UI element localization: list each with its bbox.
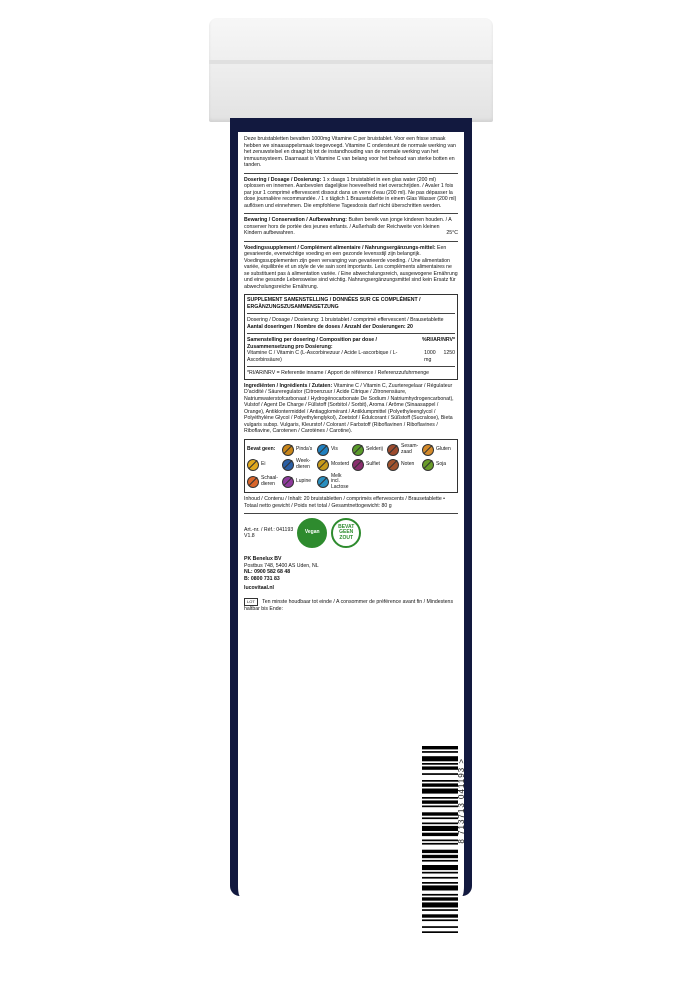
barcode-bar [422, 897, 458, 900]
supplement-section [244, 245, 458, 291]
dosage-title: Dosering / Dosage / Dosierung: [244, 176, 322, 183]
allergen-label: Noten [401, 460, 415, 467]
barcode-bar [422, 877, 458, 879]
composition-vitc: Vitamine C / Vitamin C (L-Ascorbinezuur / Acide L-ascorbique / L-Ascorbinsäure) [247, 350, 398, 363]
barcode-digits: 8 713713 041193 > [457, 758, 466, 844]
barcode-bar [422, 914, 458, 917]
allergen-item [317, 459, 350, 471]
composition-vitc-amount: 1000 mg [424, 350, 436, 363]
logos-row [244, 518, 458, 548]
barcode-bar [422, 926, 458, 928]
allergen-icon [387, 444, 399, 456]
composition-count: Aantal doseringen / Nombre de doses / Anzahl der Dosierungen: 20 [247, 323, 413, 330]
allergens-box [244, 439, 458, 494]
phone-b: B: 0800 731 83 [244, 575, 280, 582]
article-number: Art.-nr. / Réf.: 041193 [244, 526, 294, 533]
expiry-text: Ten minste houdbaar tot einde / A consommer de préférence avant fin / Mindestens haltbar bis Ende: [244, 598, 454, 612]
allergen-item [247, 474, 280, 491]
lot-label: LOT [244, 598, 258, 607]
composition-dosage: Dosering / Dosage / Dosierung: 1 bruistablet / comprimé effervescent / Brausetablette [247, 317, 444, 323]
allergen-icon [352, 459, 364, 471]
composition-vitc-ri: 1250 [443, 350, 455, 356]
allergen-label: Lupine [296, 478, 312, 484]
composition-header-row [247, 337, 455, 350]
bottle-cap [209, 18, 493, 122]
allergen-icon [387, 459, 399, 471]
allergen-icon [247, 476, 259, 488]
allergen-grid [247, 444, 455, 491]
tube-label [230, 118, 472, 896]
supplement-text: Een gevarieerde, evenwichtige voeding en een gezonde levensstijl zijn belangrijk. Voedingssupplementen zijn geen vervanging van gevarieerde voeding. / Une alimentation variée, équilibrée et un style de vie sain sont importants. Les compléments alimentaires ne se substituent pas à alimentation variée. / Eine abwechslungsreich, ausgewogene Ernährung und eine gesunde Lebensweise sind wichtig. Nahrungsergänzungsmittel sind kein Ersatz für abwechslungsreiche Ernährung. [244, 244, 458, 290]
allergen-item [317, 444, 350, 456]
company-address: Postbus 748, 5400 AS Uden, NL [244, 562, 319, 569]
contents-text: Inhoud / Contenu / Inhalt: 20 bruistabletten / comprimés effervescents / Brausetablette • Totaal netto gewicht / Poids net total / Gesamtnettogewicht: 80 g [244, 496, 445, 509]
composition-vitc-row [247, 350, 455, 363]
label-content [244, 136, 458, 613]
dosage-text: 1 x daags 1 bruistablet in een glas water (200 ml) oplossen en innemen. Aanbevolen dagelijkse hoeveelheid niet overschrijden. / Avaler 1 fois par jour 1 comprimé effervescent dissout dans un verre d'eau (200 ml). Ne pas dépasser la dose journalière recommandée. / 1 x täglich 1 Brausetablette in einem Glas Wasser (200 ml) auflösen und einnehmen. Die empfohlene Tagesdosis darf nicht überschritten werden. [244, 176, 457, 209]
tube-top-band [238, 118, 464, 132]
barcode-bar [422, 850, 458, 853]
barcode-bar [422, 931, 458, 933]
allergen-label: Sulfiet [366, 460, 380, 467]
barcode [422, 746, 458, 990]
composition-title: SUPPLEMENT SAMENSTELLING / DONNÉES SUR CE COMPLÉMENT / ERGÄNZUNGSZUSAMMENSETZUNG [247, 297, 421, 310]
no-salt-logo: BEVAT GEEN ZOUT [331, 518, 361, 548]
composition-per-dose: Samenstelling per dosering / Composition par dose / Zusammensetzung pro Dosierung: [247, 337, 377, 350]
barcode-bar [422, 909, 458, 911]
allergen-label: Mosterd [331, 460, 350, 467]
barcode-bar [422, 885, 458, 890]
allergen-item [422, 459, 455, 471]
barcode-bar [422, 763, 458, 765]
allergen-item [247, 459, 280, 471]
allergen-label: Melk incl. Lactose [331, 472, 349, 490]
allergen-label: Gluten [436, 445, 451, 452]
temperature-icon: 25°C [446, 230, 458, 236]
allergen-item [352, 459, 385, 471]
dosage-section [244, 177, 458, 210]
barcode-bar [422, 865, 458, 870]
allergen-item [282, 474, 315, 491]
allergen-item [282, 459, 315, 471]
barcode-bar [422, 766, 458, 769]
version: V1.8 [244, 533, 255, 539]
allergen-icon [422, 459, 434, 471]
barcode-bar [422, 872, 458, 874]
allergen-icon [282, 444, 294, 456]
barcode-bar [422, 746, 458, 749]
barcode-bar [422, 812, 458, 815]
allergen-icon [282, 476, 294, 488]
ingredients-text: Vitamine C / Vitamin C, Zuurteregelaar / Régulateur D'acidité / Säureregulator (Citroenzuur / Acide Citrique / Zitronensäure, Natriumwaterstofcarbonaat / Hydrogénocarbonate De Sodium / Natriumhydrogencarbonat), Vulstof / Agent De Charge / Füllstoff (Sorbitol / Sorbit), Aroma / Arôme (Sinaasappel / Orange), Antiklontermiddel / Antiagglomérant / Antiklumpmittel (Polyethyleenglycol / Polyéthylène Glycol / Polyethylenglykol), Zoetstof / Édulcorant / Süßstoff (Sucralose), Bieta vulgaris subsp. Vulgaris, Kleurstof / Colorant / Farbstoff (Riboflavinen / Riboflavines / Riboflavine, Carotenen / Carotènes / Carotine). [244, 382, 454, 434]
barcode-bar [422, 823, 458, 825]
barcode-bar [422, 800, 458, 803]
allergen-label: Selderij [366, 445, 383, 452]
allergen-item [387, 459, 420, 471]
phone-nl: NL: 0900 582 68 48 [244, 569, 291, 575]
company-block [244, 556, 458, 592]
allergen-item [317, 474, 350, 491]
allergen-label: Pinda's [296, 445, 313, 452]
company-name: PK Benelux BV [244, 556, 282, 562]
barcode-bar [422, 817, 458, 819]
barcode-bar [422, 756, 458, 761]
website: lucovitaal.nl [244, 585, 274, 591]
barcode-bar [422, 919, 458, 921]
allergen-label: Week-dieren [296, 458, 311, 470]
allergen-icon [422, 444, 434, 456]
allergen-icon [352, 444, 364, 456]
composition-box [244, 294, 458, 380]
allergen-icon [317, 444, 329, 456]
barcode-bar [422, 751, 458, 753]
cap-ring [209, 60, 493, 64]
barcode-bar [422, 783, 458, 786]
barcode-bar [422, 826, 458, 831]
storage-section [244, 217, 458, 237]
barcode-bar [422, 773, 458, 775]
allergen-label: Schaal-dieren [261, 475, 278, 487]
allergen-icon [247, 459, 259, 471]
allergens-title: Bevat geen: [247, 445, 276, 452]
ingredients-title: Ingrediënten / Ingrédients / Zutaten: [244, 382, 333, 389]
composition-ri-header: %RI/AR/NRV* [421, 337, 455, 343]
allergen-label: Vis [331, 445, 338, 452]
barcode-bar [422, 797, 458, 799]
barcode-bar [422, 855, 458, 858]
storage-title: Bewaring / Conservation / Aufbewahrung: [244, 217, 347, 223]
barcode-bar [422, 780, 458, 782]
barcode-bar [422, 860, 458, 862]
barcode-bar [422, 833, 458, 836]
allergen-label: Sesam-zaad [401, 443, 419, 455]
allergen-item [352, 444, 385, 456]
allergen-label: Soja [436, 460, 447, 467]
allergen-item [387, 444, 420, 456]
article-info [244, 527, 293, 540]
intro-text: Deze bruistabletten bevatten 1000mg Vitamine C per bruistablet. Voor een frisse smaak hebben we sinaasappelsmaak toegevoegd. Vitamine C ondersteunt de normale werking van het zenuwstelsel en draagt bij tot de instandhouding van de normale werking van het immuunsysteem. Daarnaast is Vitamine C van belang voor het behoud van sterke botten en tanden. [244, 136, 456, 168]
barcode-bar [422, 882, 458, 884]
supplement-title: Voedingssupplement / Complément alimentaire / Nahrungsergänzungs-mittel: [244, 244, 436, 251]
vegan-logo: Vegan [297, 518, 327, 548]
ingredients-section [244, 383, 458, 435]
allergen-icon [317, 476, 329, 488]
expiry-block [244, 598, 458, 613]
barcode-bar [422, 840, 458, 842]
allergen-item [282, 444, 315, 456]
barcode-bar [422, 789, 458, 794]
composition-footnote: *RI/AR/NRV = Referentie inname / Apport de référence / Referenzzufuhrmenge [247, 370, 429, 376]
allergen-icon [317, 459, 329, 471]
barcode-bar [422, 843, 458, 845]
barcode-bar [422, 806, 458, 808]
allergen-label: Ei [261, 460, 266, 467]
allergen-icon [282, 459, 294, 471]
barcode-bar [422, 894, 458, 896]
storage-text: Buiten bereik van jonge kinderen houden. / A conserver hors de portée des jeunes enfants. / Außerhalb der Reichweite von kleinen Kindern aufbewahren. [244, 217, 452, 236]
allergen-item [422, 444, 455, 456]
